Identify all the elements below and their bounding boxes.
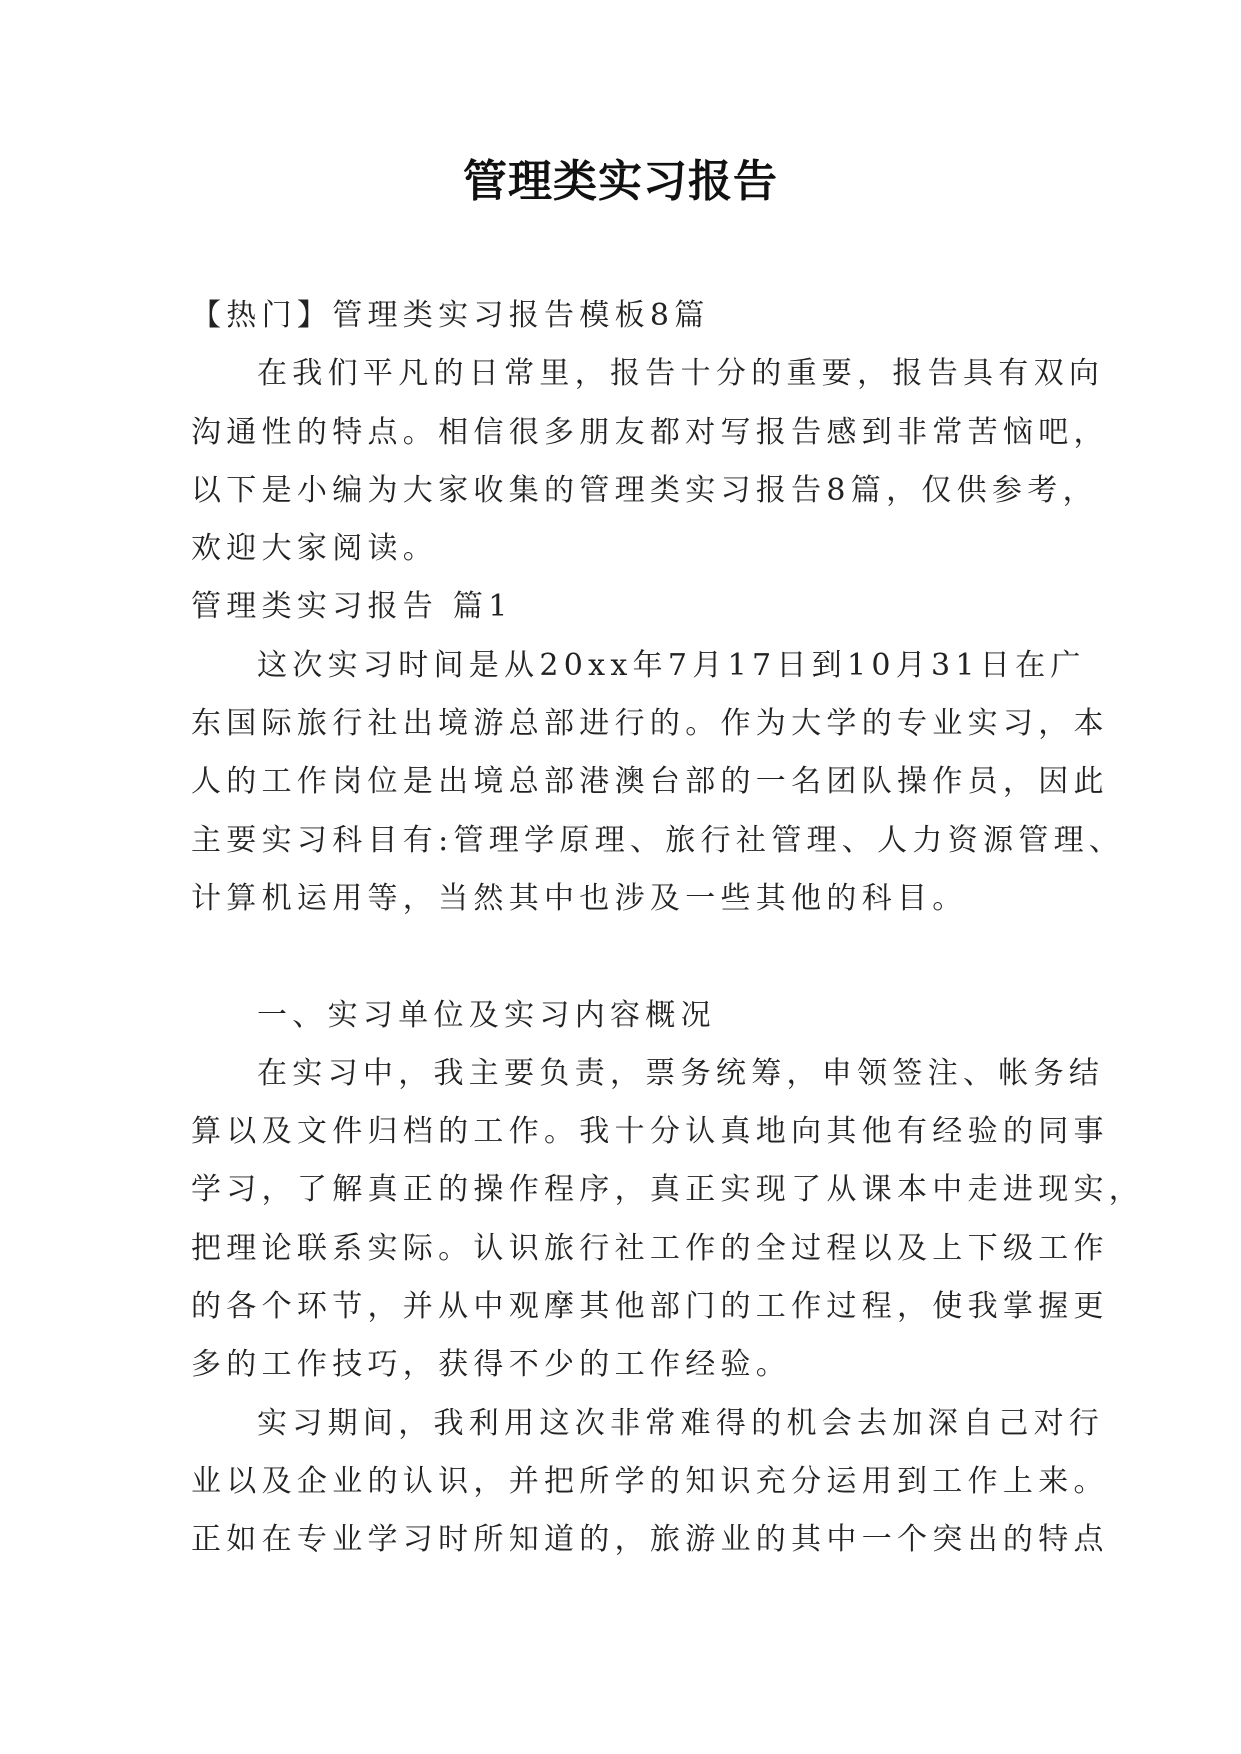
paragraph-line: 东国际旅行社出境游总部进行的。作为大学的专业实习，本 [191,706,1109,742]
paragraph-line: 正如在专业学习时所知道的，旅游业的其中一个突出的特点 [191,1522,1109,1558]
paragraph-line: 人的工作岗位是出境总部港澳台部的一名团队操作员，因此 [191,764,1109,800]
paragraph-line: 在实习中，我主要负责，票务统筹，申领签注、帐务结 [257,1055,1105,1091]
paragraph-line: 实习期间，我利用这次非常难得的机会去加深自己对行 [257,1405,1105,1441]
paragraph-line: 在我们平凡的日常里，报告十分的重要，报告具有双向 [257,356,1105,392]
blank-line [191,928,1071,986]
paragraph-line: 的各个环节，并从中观摩其他部门的工作过程，使我掌握更 [191,1289,1109,1325]
paragraph-line: 沟通性的特点。相信很多朋友都对写报告感到非常苦恼吧， [191,414,1109,450]
paragraph-line: 计算机运用等，当然其中也涉及一些其他的科目。 [191,880,968,916]
paragraph-line: 学习，了解真正的操作程序，真正实现了从课本中走进现实， [191,1172,1145,1208]
document-title: 管理类实习报告 [463,156,778,207]
paragraph-line: 把理论联系实际。认识旅行社工作的全过程以及上下级工作 [191,1230,1109,1266]
heading-line: 【热门】管理类实习报告模板8篇 [191,298,710,333]
section-heading: 管理类实习报告 篇1 [191,589,513,625]
document-body [191,287,1145,1570]
paragraph-line: 多的工作技巧，获得不少的工作经验。 [191,1347,792,1383]
subsection-heading: 一、实习单位及实习内容概况 [257,997,716,1033]
paragraph-line: 主要实习科目有:管理学原理、旅行社管理、人力资源管理、 [191,822,1125,858]
paragraph-line: 业以及企业的认识，并把所学的知识充分运用到工作上来。 [191,1463,1109,1499]
paragraph-line: 以下是小编为大家收集的管理类实习报告8篇，仅供参考， [191,472,1098,508]
paragraph-line: 欢迎大家阅读。 [191,531,439,567]
paragraph-line: 这次实习时间是从20xx年7月17日到10月31日在广 [257,647,1086,683]
paragraph-line: 算以及文件归档的工作。我十分认真地向其他有经验的同事 [191,1114,1109,1150]
